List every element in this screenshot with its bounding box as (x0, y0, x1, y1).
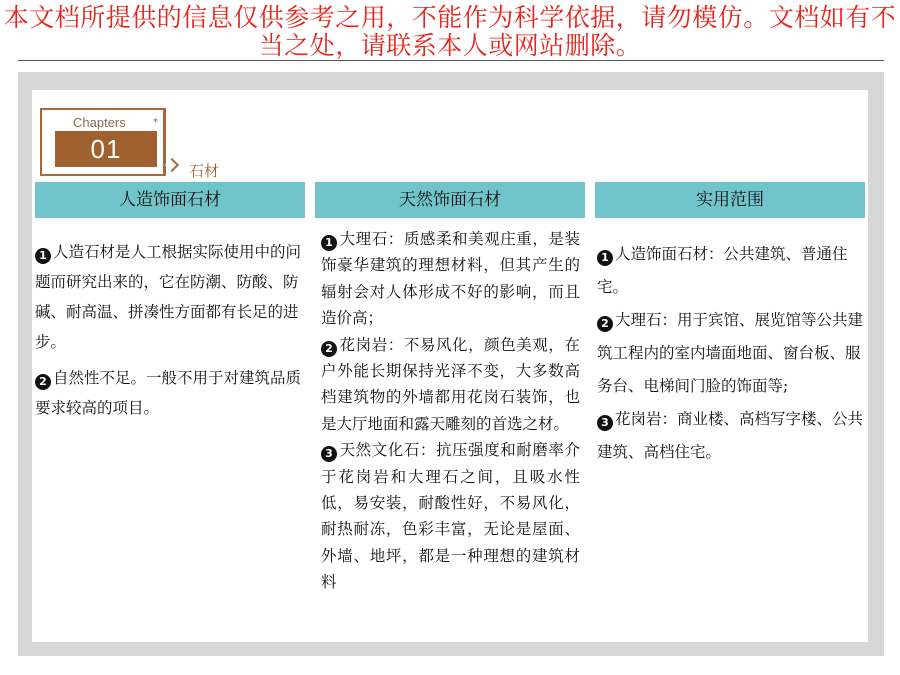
number-badge-icon: 2 (597, 316, 613, 332)
disclaimer-banner: 本文档所提供的信息仅供参考之用，不能作为科学依据，请勿模仿。文档如有不当之处，请联系本人或网站删除。 (3, 3, 897, 60)
list-item-text: 人造饰面石材：公共建筑、普通住宅。 (597, 245, 848, 296)
list-item-text: 大理石：用于宾馆、展览馆等公共建筑工程内的室内墙面地面、窗台板、服务台、电梯间门脸的饰面等; (597, 311, 864, 395)
list-item (321, 332, 580, 438)
number-badge-icon: 2 (35, 374, 51, 390)
column-header-usage: 实用范围 (595, 182, 865, 218)
number-badge-icon: 1 (321, 235, 337, 251)
chapter-star-icon: * (153, 117, 158, 128)
column-usage-body (597, 238, 869, 469)
section-title: 石材 (189, 162, 220, 180)
list-item (321, 437, 580, 595)
list-item (35, 237, 303, 357)
list-item (35, 363, 303, 423)
list-item-text: 人造石材是人工根据实际使用中的问题而研究出来的，它在防潮、防酸、防碱、耐高温、拼凑性方面都有长足的进步。 (35, 243, 302, 351)
list-item (321, 226, 580, 332)
number-badge-icon: 2 (321, 341, 337, 357)
list-item-text: 天然文化石：抗压强度和耐磨率介于花岗岩和大理石之间，且吸水性低，易安装，耐酸性好，不易风化，耐热耐冻，色彩丰富，无论是屋面、外墙、地坪，都是一种理想的建筑材料 (321, 441, 580, 592)
number-badge-icon: 3 (597, 415, 613, 431)
number-badge-icon: 1 (35, 248, 51, 264)
chapter-number: 01 (55, 131, 157, 167)
list-item-text: 大理石：质感柔和美观庄重，是装饰豪华建筑的理想材料，但其产生的辐射会对人体形成不好的影响，而且造价高； (321, 230, 580, 328)
list-item (597, 304, 869, 403)
list-item-text: 花岗岩：商业楼、高档写字楼、公共建筑、高档住宅。 (597, 410, 864, 461)
list-item-text: 自然性不足。一般不用于对建筑品质要求较高的项目。 (35, 369, 302, 417)
list-item (597, 403, 869, 469)
number-badge-icon: 1 (597, 250, 613, 266)
number-badge-icon: 3 (321, 446, 337, 462)
column-artificial-body (35, 237, 303, 423)
column-natural-body (321, 226, 580, 596)
list-item (597, 238, 869, 304)
chapter-label: Chapters (73, 115, 126, 130)
column-header-artificial: 人造饰面石材 (35, 182, 305, 218)
column-header-natural: 天然饰面石材 (315, 182, 585, 218)
list-item-text: 花岗岩：不易风化，颜色美观，在户外能长期保持光泽不变，大多数高档建筑物的外墙都用花岗石装饰，也是大厅地面和露天雕刻的首选之材。 (321, 335, 580, 433)
header-divider (18, 60, 884, 61)
